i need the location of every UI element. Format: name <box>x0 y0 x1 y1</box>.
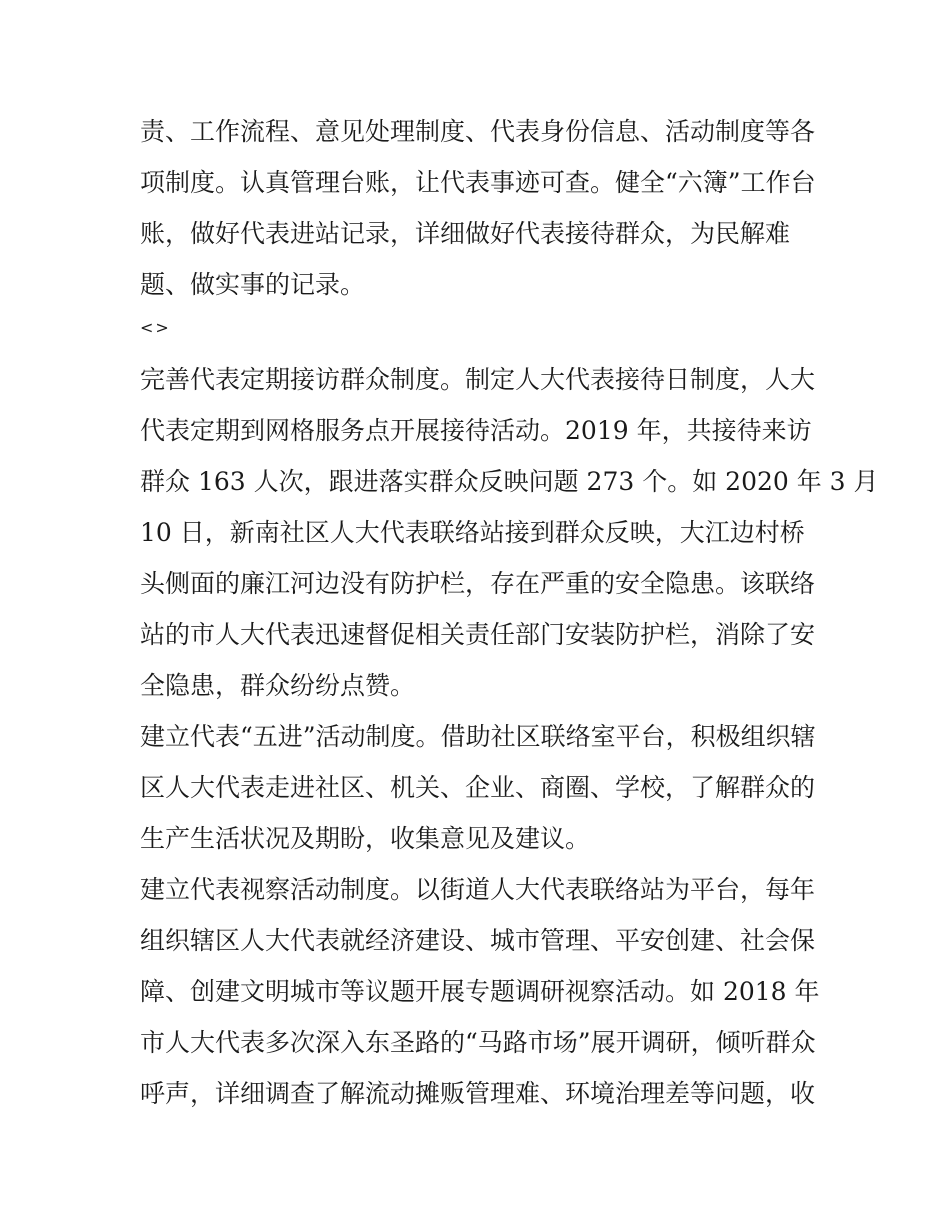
text-line: 呼声，详细调查了解流动摊贩管理难、环境治理差等问题，收 <box>140 1079 816 1108</box>
text-line: 完善代表定期接访群众制度。制定人大代表接待日制度，人大 <box>140 365 816 394</box>
text-line: 生产生活状况及期盼，收集意见及建议。 <box>140 824 591 853</box>
text-line: 责、工作流程、意见处理制度、代表身份信息、活动制度等各 <box>140 117 816 146</box>
section-marker: <> <box>140 318 171 337</box>
text-line: 建立代表“五进”活动制度。借助社区联络室平台，积极组织辖 <box>140 722 816 751</box>
text-line: 项制度。认真管理台账，让代表事迹可查。健全“六簿”工作台 <box>140 168 816 197</box>
text-line: 建立代表视察活动制度。以街道人大代表联络站为平台，每年 <box>140 875 816 904</box>
text-line: 题、做实事的记录。 <box>140 270 366 299</box>
text-line: 站的市人大代表迅速督促相关责任部门安装防护栏，消除了安 <box>140 620 816 649</box>
text-line: 代表定期到网格服务点开展接待活动。2019 年，共接待来访 <box>140 416 812 445</box>
text-line: 全隐患，群众纷纷点赞。 <box>140 671 416 700</box>
text-line: 区人大代表走进社区、机关、企业、商圈、学校，了解群众的 <box>140 773 816 802</box>
text-line: 组织辖区人大代表就经济建设、城市管理、平安创建、社会保 <box>140 926 816 955</box>
text-line: 头侧面的廉江河边没有防护栏，存在严重的安全隐患。该联络 <box>140 569 816 598</box>
text-line: 10 日，新南社区人大代表联络站接到群众反映，大江边村桥 <box>140 518 805 547</box>
text-line: 市人大代表多次深入东圣路的“马路市场”展开调研，倾听群众 <box>140 1028 816 1057</box>
text-line: 账，做好代表进站记录，详细做好代表接待群众，为民解难 <box>140 219 791 248</box>
text-line: 群众 163 人次，跟进落实群众反映问题 273 个。如 2020 年 3 月 <box>140 467 879 496</box>
text-line: 障、创建文明城市等议题开展专题调研视察活动。如 2018 年 <box>140 977 820 1006</box>
document-body <box>140 106 879 1119</box>
